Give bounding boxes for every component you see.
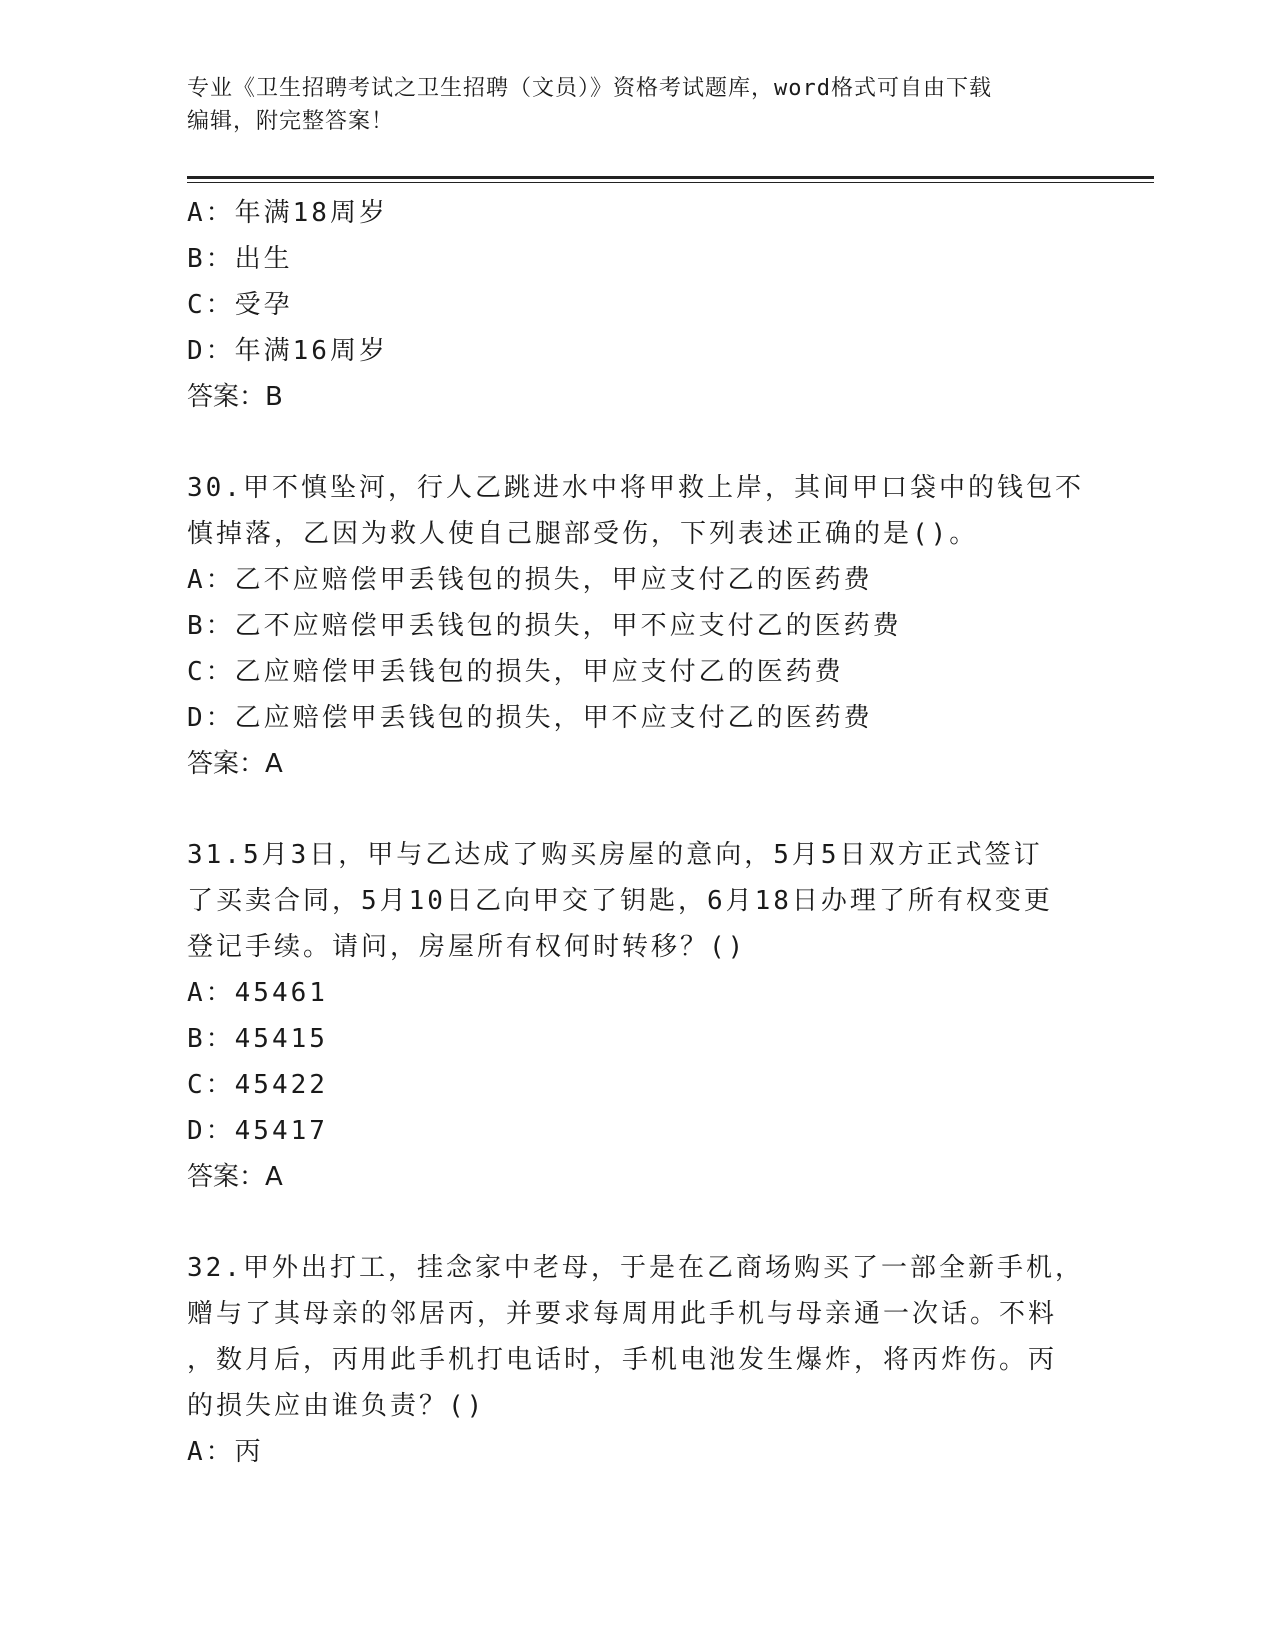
option-a: A：乙不应赔偿甲丢钱包的损失，甲应支付乙的医药费 bbox=[187, 565, 873, 595]
answer-label: 答案：A bbox=[187, 749, 283, 779]
answer-label: 答案：A bbox=[187, 1162, 283, 1192]
option-d: D：年满16周岁 bbox=[187, 336, 388, 366]
header-rule-thick bbox=[187, 176, 1154, 179]
option-b: B：45415 bbox=[187, 1024, 328, 1054]
question-stem: 的损失应由谁负责？() bbox=[187, 1391, 486, 1421]
spacer bbox=[187, 787, 1107, 832]
question-stem: 32.甲外出打工，挂念家中老母，于是在乙商场购买了一部全新手机， bbox=[187, 1253, 1084, 1283]
answer-label: 答案：B bbox=[187, 382, 283, 412]
option-c: C：乙应赔偿甲丢钱包的损失，甲应支付乙的医药费 bbox=[187, 657, 844, 687]
question-content bbox=[187, 190, 1107, 1475]
option-c: C：45422 bbox=[187, 1070, 328, 1100]
option-b: B：出生 bbox=[187, 244, 293, 274]
option-d: D：45417 bbox=[187, 1116, 328, 1146]
spacer bbox=[187, 1200, 1107, 1245]
question-stem: 30.甲不慎坠河，行人乙跳进水中将甲救上岸，其间甲口袋中的钱包不 bbox=[187, 473, 1084, 503]
question-stem: 慎掉落，乙因为救人使自己腿部受伤，下列表述正确的是()。 bbox=[187, 519, 979, 549]
option-a: A：年满18周岁 bbox=[187, 198, 388, 228]
document-header: 专业《卫生招聘考试之卫生招聘（文员）》资格考试题库，word格式可自由下载 编辑，附完整答案！ bbox=[187, 76, 992, 134]
question-stem: 31.5月3日，甲与乙达成了购买房屋的意向，5月5日双方正式签订 bbox=[187, 840, 1043, 870]
option-c: C：受孕 bbox=[187, 290, 293, 320]
spacer bbox=[187, 420, 1107, 465]
option-b: B：乙不应赔偿甲丢钱包的损失，甲不应支付乙的医药费 bbox=[187, 611, 902, 641]
question-30 bbox=[187, 465, 1107, 787]
question-stem: ，数月后，丙用此手机打电话时，手机电池发生爆炸，将丙炸伤。丙 bbox=[187, 1345, 1058, 1375]
header-rule-thin bbox=[187, 182, 1154, 183]
previous-question-options bbox=[187, 190, 1107, 420]
option-a: A：45461 bbox=[187, 978, 328, 1008]
question-stem: 了买卖合同，5月10日乙向甲交了钥匙，6月18日办理了所有权变更 bbox=[187, 886, 1053, 916]
question-32 bbox=[187, 1245, 1107, 1475]
question-stem: 登记手续。请问，房屋所有权何时转移？() bbox=[187, 932, 747, 962]
question-stem: 赠与了其母亲的邻居丙，并要求每周用此手机与母亲通一次话。不料 bbox=[187, 1299, 1058, 1329]
option-a: A：丙 bbox=[187, 1437, 264, 1467]
question-31 bbox=[187, 832, 1107, 1200]
option-d: D：乙应赔偿甲丢钱包的损失，甲不应支付乙的医药费 bbox=[187, 703, 873, 733]
